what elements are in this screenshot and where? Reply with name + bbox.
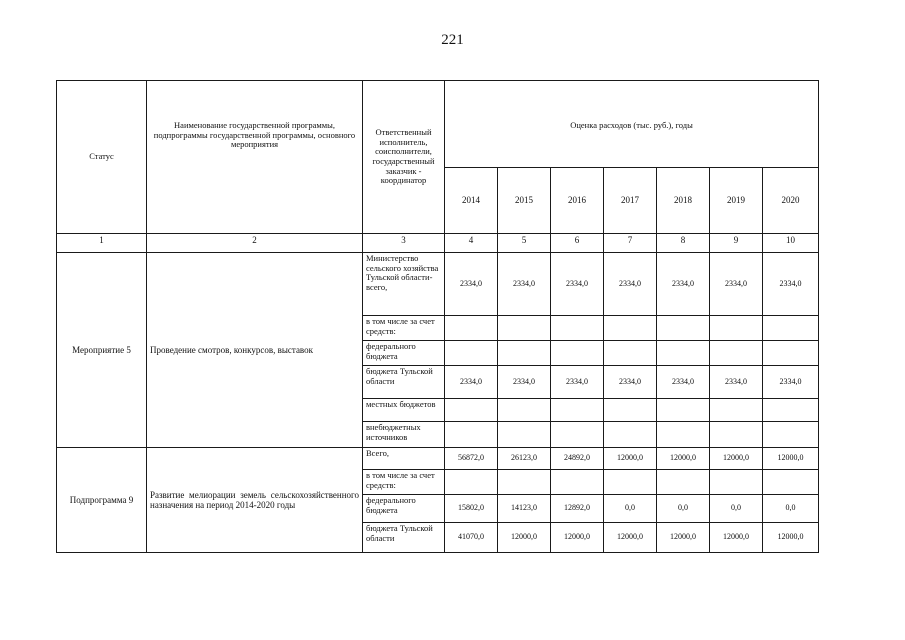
value-cell: 24892,0 [551, 448, 604, 470]
value-cell: 12000,0 [657, 523, 710, 553]
value-cell [551, 399, 604, 422]
value-cell: 41070,0 [445, 523, 498, 553]
value-cell [498, 422, 551, 448]
value-cell: 14123,0 [498, 495, 551, 523]
header-estimate: Оценка расходов (тыс. руб.), годы [445, 81, 819, 168]
column-number: 5 [498, 234, 551, 253]
value-cell [445, 399, 498, 422]
value-cell [498, 399, 551, 422]
value-cell: 12000,0 [604, 448, 657, 470]
column-number: 3 [363, 234, 445, 253]
value-cell: 2334,0 [445, 366, 498, 399]
header-year: 2017 [604, 168, 657, 234]
header-year: 2019 [710, 168, 763, 234]
value-cell [604, 399, 657, 422]
value-cell [763, 399, 819, 422]
funding-source: федерального бюджета [363, 341, 445, 366]
value-cell [657, 422, 710, 448]
block-status: Мероприятие 5 [57, 253, 147, 448]
value-cell [763, 341, 819, 366]
value-cell [657, 316, 710, 341]
value-cell: 2334,0 [763, 253, 819, 316]
value-cell [445, 470, 498, 495]
value-cell [763, 316, 819, 341]
value-cell: 12000,0 [498, 523, 551, 553]
value-cell [710, 399, 763, 422]
table-row [57, 448, 819, 470]
value-cell: 2334,0 [551, 253, 604, 316]
value-cell [710, 470, 763, 495]
value-cell: 12000,0 [763, 523, 819, 553]
header-name: Наименование государственной программы, подпрограммы государственной программы, основного мероприятия [147, 81, 363, 234]
column-number: 9 [710, 234, 763, 253]
value-cell: 2334,0 [551, 366, 604, 399]
value-cell: 12892,0 [551, 495, 604, 523]
funding-source: Министерство сельского хозяйства Тульской области- всего, [363, 253, 445, 316]
table-row [57, 253, 819, 316]
column-number: 4 [445, 234, 498, 253]
value-cell: 12000,0 [710, 448, 763, 470]
value-cell [763, 470, 819, 495]
column-number: 10 [763, 234, 819, 253]
value-cell: 2334,0 [445, 253, 498, 316]
value-cell: 2334,0 [710, 253, 763, 316]
header-year: 2016 [551, 168, 604, 234]
value-cell: 12000,0 [657, 448, 710, 470]
value-cell [604, 422, 657, 448]
value-cell [445, 341, 498, 366]
value-cell [604, 470, 657, 495]
value-cell [498, 316, 551, 341]
column-numbers-row [57, 234, 819, 253]
value-cell: 2334,0 [604, 253, 657, 316]
value-cell [551, 422, 604, 448]
value-cell [710, 422, 763, 448]
header-row [57, 81, 819, 168]
value-cell: 0,0 [710, 495, 763, 523]
header-responsible: Ответственный исполнитель, соисполнители, государственный заказчик - координатор [363, 81, 445, 234]
block-name: Развитие мелиорации земель сельскохозяйственного назначения на период 2014-2020 годы [147, 448, 363, 553]
value-cell [604, 341, 657, 366]
header-year: 2020 [763, 168, 819, 234]
budget-table [56, 80, 819, 553]
value-cell: 12000,0 [763, 448, 819, 470]
block-name: Проведение смотров, конкурсов, выставок [147, 253, 363, 448]
value-cell: 2334,0 [657, 366, 710, 399]
value-cell: 0,0 [763, 495, 819, 523]
header-year: 2015 [498, 168, 551, 234]
funding-source: местных бюджетов [363, 399, 445, 422]
value-cell: 2334,0 [657, 253, 710, 316]
value-cell: 2334,0 [498, 366, 551, 399]
value-cell [498, 470, 551, 495]
value-cell: 12000,0 [604, 523, 657, 553]
value-cell: 56872,0 [445, 448, 498, 470]
value-cell: 15802,0 [445, 495, 498, 523]
value-cell [657, 399, 710, 422]
value-cell: 26123,0 [498, 448, 551, 470]
funding-source: внебюджетных источников [363, 422, 445, 448]
column-number: 8 [657, 234, 710, 253]
value-cell: 2334,0 [763, 366, 819, 399]
column-number: 6 [551, 234, 604, 253]
block-status: Подпрограмма 9 [57, 448, 147, 553]
value-cell [498, 341, 551, 366]
header-year: 2018 [657, 168, 710, 234]
value-cell: 0,0 [657, 495, 710, 523]
header-year: 2014 [445, 168, 498, 234]
value-cell: 12000,0 [551, 523, 604, 553]
value-cell [763, 422, 819, 448]
value-cell: 0,0 [604, 495, 657, 523]
value-cell [657, 470, 710, 495]
column-number: 1 [57, 234, 147, 253]
value-cell [657, 341, 710, 366]
value-cell [445, 316, 498, 341]
column-number: 2 [147, 234, 363, 253]
funding-source: Всего, [363, 448, 445, 470]
header-status: Статус [57, 81, 147, 234]
funding-source: в том числе за счет средств: [363, 316, 445, 341]
funding-source: федерального бюджета [363, 495, 445, 523]
funding-source: в том числе за счет средств: [363, 470, 445, 495]
value-cell: 2334,0 [604, 366, 657, 399]
page-number: 221 [441, 32, 464, 48]
value-cell [551, 316, 604, 341]
value-cell: 2334,0 [498, 253, 551, 316]
value-cell [551, 470, 604, 495]
funding-source: бюджета Тульской области [363, 523, 445, 553]
column-number: 7 [604, 234, 657, 253]
value-cell [445, 422, 498, 448]
funding-source: бюджета Тульской области [363, 366, 445, 399]
value-cell [710, 341, 763, 366]
value-cell [604, 316, 657, 341]
value-cell: 2334,0 [710, 366, 763, 399]
value-cell [710, 316, 763, 341]
value-cell [551, 341, 604, 366]
value-cell: 12000,0 [710, 523, 763, 553]
